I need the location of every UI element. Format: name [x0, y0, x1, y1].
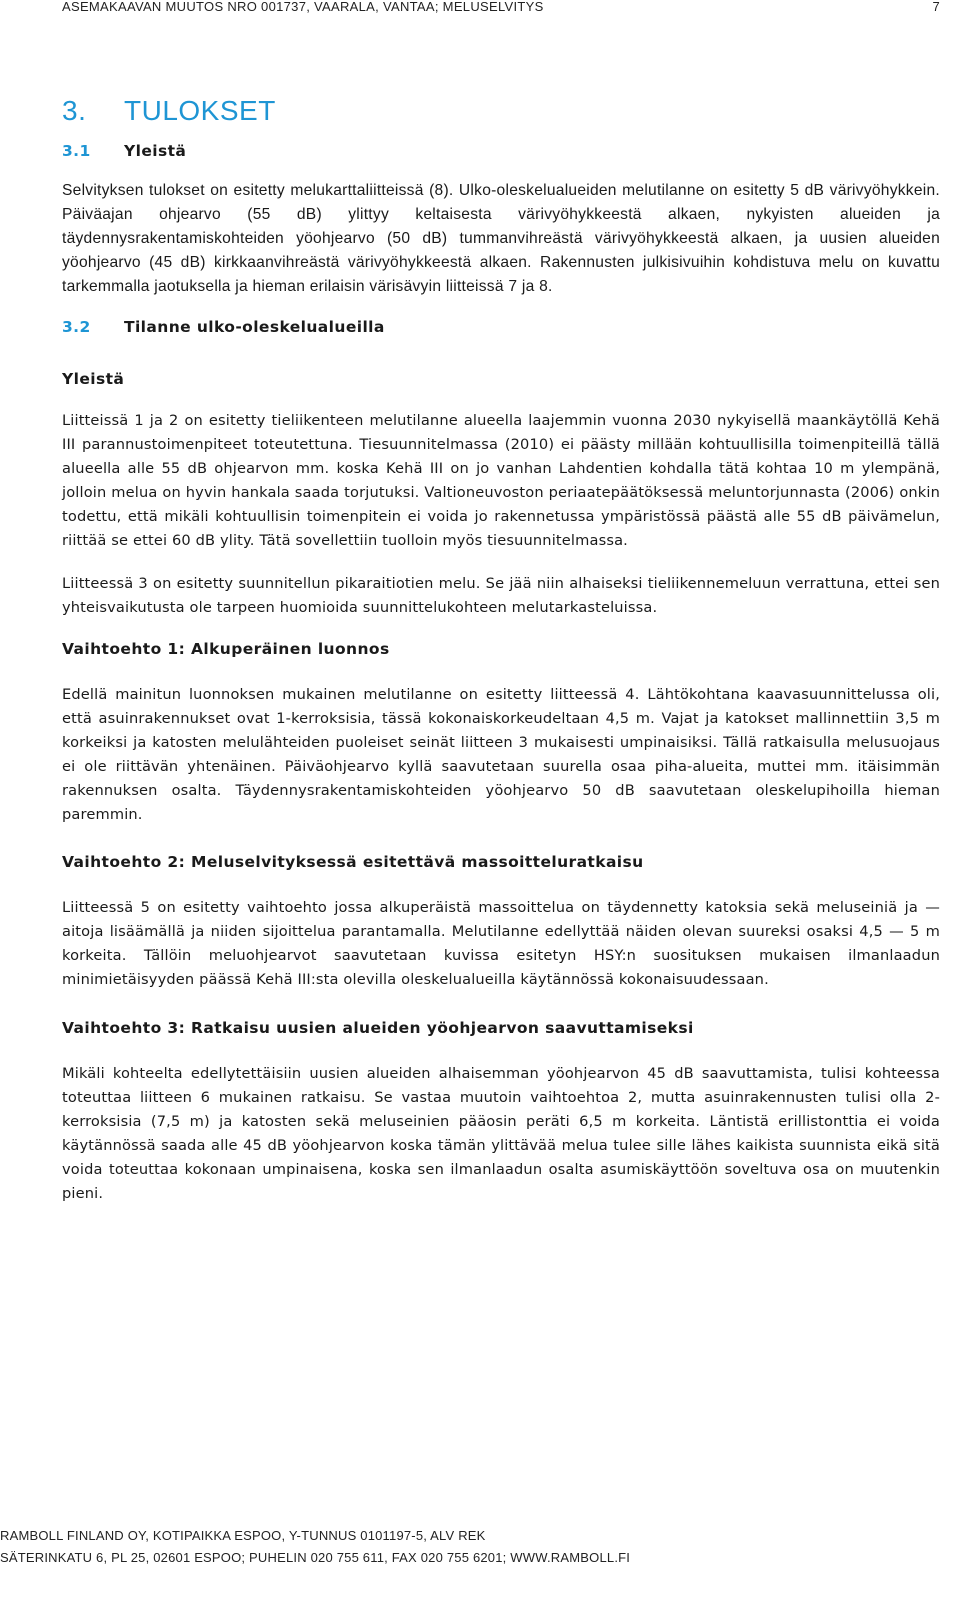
alternative-1-heading: Vaihtoehto 1: Alkuperäinen luonnos: [62, 640, 390, 658]
alternative-2-paragraph: Liitteessä 5 on esitetty vaihtoehto jossa alkuperäistä massoittelua on täydennetty katoksia sekä meluseiniä ja — aitoja lisäämällä ja niiden sijoittelua parantamalla. Melutilanne edellyttää näiden olevan suureksi osaksi 4,5 — 5 m korkeita. Tällöin meluohjearvot saavutetaan kuvissa esitetyn HSY:n suosituksen mukaisen ilmanlaadun minimietäisyyden päässä Kehä III:sta olevilla oleskelualueilla käytännössä kokonaisuudessaan.: [62, 899, 940, 988]
alternative-3-paragraph: Mikäli kohteelta edellytettäisiin uusien alueiden alhaisemman yöohjearvon 45 dB saavuttamista, tulisi kohteessa toteuttaa liitteen 6 mukainen ratkaisu. Se vastaa muutoin vaihtoehtoa 2, mutta asuinrakennusten tulisi olla 2-kerroksisia (7,5 m) ja katosten sekä meluseinien pääosin peräti 6,5 m korkeita. Läntistä erillistonttia ei voida käytännössä saada alle 45 dB yöohjearvon koska tämän ylittävää melua tulee sille lähes kaikista suunnista eikä sitä voida toteuttaa kokonaan umpinaisena, koska sen ilmanlaadun osalta asumiskäyttöön soveltuva osa on muutenkin pieni.: [62, 1065, 940, 1202]
results-paragraph: Selvityksen tulokset on esitetty melukarttaliitteissä (8). Ulko-oleskelualueiden melutilanne on esitetty 5 dB värivyöhykkein. Päiväajan ohjearvo (55 dB) ylittyy keltaisesta värivyöhykkeestä alkaen, nykyisten alueiden ja täydennysrakentamiskohteiden yöohjearvo (50 dB) tummanvihreästä värivyöhykkeestä alkaen, ja uusien alueiden yöohjearvo (45 dB) kirkkaanvihreästä värivyöhykkeestä alkaen. Rakennusten julkisivuihin kohdistuva melu on kuvattu tarkemmalla jaotuksella ja hieman erilaisin värisävyin liitteissä 7 ja 8.: [62, 182, 940, 295]
subsection-number: 3.2: [62, 318, 91, 336]
subsection-number: 3.1: [62, 142, 91, 160]
page-footer: [0, 1525, 960, 1569]
alternative-3-heading: Vaihtoehto 3: Ratkaisu uusien alueiden yöohjearvon saavuttamiseksi: [62, 1019, 694, 1037]
general-paragraph-1: Liitteissä 1 ja 2 on esitetty tieliikenteen melutilanne alueella laajemmin vuonna 2030 nykyisellä maankäytöllä Kehä III parannustoimenpiteet toteutettuna. Tiesuunnitelmassa (2010) ei päästy millään kohtuullisilla toimenpiteillä tällä alueella alle 55 dB ohjearvon mm. koska Kehä III on jo vanhan Lahdentien kohdalla tätä kohtaa 10 m ylempänä, jolloin melua on hyvin hankala saada torjutuksi. Valtioneuvoston periaatepäätöksessä meluntorjunnasta (2006) onkin todettu, että mikäli kohtuullisin toimenpitein ei voida jo rakennetussa ympäristössä päästä alle 55 dB päivämelun, riittää se ettei 60 dB ylity. Tätä sovellettiin tuolloin myös tiesuunnitelmassa.: [62, 412, 940, 549]
main-content: [62, 94, 940, 1206]
footer-line-2: SÄTERINKATU 6, PL 25, 02601 ESPOO; PUHELIN 020 755 611, FAX 020 755 6201; WWW.RAMBOLL.FI: [0, 1550, 631, 1565]
header-title: ASEMAKAAVAN MUUTOS NRO 001737, VAARALA, VANTAA; MELUSELVITYS: [62, 0, 544, 14]
footer-line-1: RAMBOLL FINLAND OY, KOTIPAIKKA ESPOO, Y-TUNNUS 0101197-5, ALV REK: [0, 1528, 486, 1543]
subsection-title: Tilanne ulko-oleskelualueilla: [124, 318, 385, 336]
subsection-heading-3-2: [62, 317, 940, 337]
section-number: 3.: [62, 95, 87, 126]
alternative-1-paragraph: Edellä mainitun luonnoksen mukainen melutilanne on esitetty liitteessä 4. Lähtökohtana kaavasuunnittelussa oli, että asuinrakennukset ovat 1-kerroksisia, tässä kokonaiskorkeudeltaan 4,5 m. Vajat ja katokset mallinnettiin 3,5 m korkeiksi ja katosten melulähteiden puoleiset seinät liitteen 3 mukaisesti umpinaisiksi. Tällä ratkaisulla melusuojaus ei ole riittävän yhtenäinen. Päiväohjearvo kyllä saavutetaan suurella osaa piha-alueita, muttei mm. itäisimmän rakennuksen osalta. Täydennysrakentamiskohteiden yöohjearvo 50 dB saavutetaan oleskelupihoilla hieman paremmin.: [62, 686, 940, 823]
section-title: TULOKSET: [124, 95, 276, 126]
running-header: [62, 0, 940, 14]
general-heading: Yleistä: [62, 370, 125, 388]
subsection-title: Yleistä: [124, 142, 187, 160]
section-heading: [62, 94, 940, 128]
page-number: 7: [932, 0, 940, 14]
alternative-2-heading: Vaihtoehto 2: Meluselvityksessä esitettävä massoitteluratkaisu: [62, 853, 644, 871]
subsection-heading-3-1: [62, 141, 940, 161]
general-paragraph-2: Liitteessä 3 on esitetty suunnitellun pikaraitiotien melu. Se jää niin alhaiseksi tieliikennemeluun verrattuna, ettei sen yhteisvaikutusta ole tarpeen huomioida suunnittelukohteen melutarkasteluissa.: [62, 575, 940, 616]
